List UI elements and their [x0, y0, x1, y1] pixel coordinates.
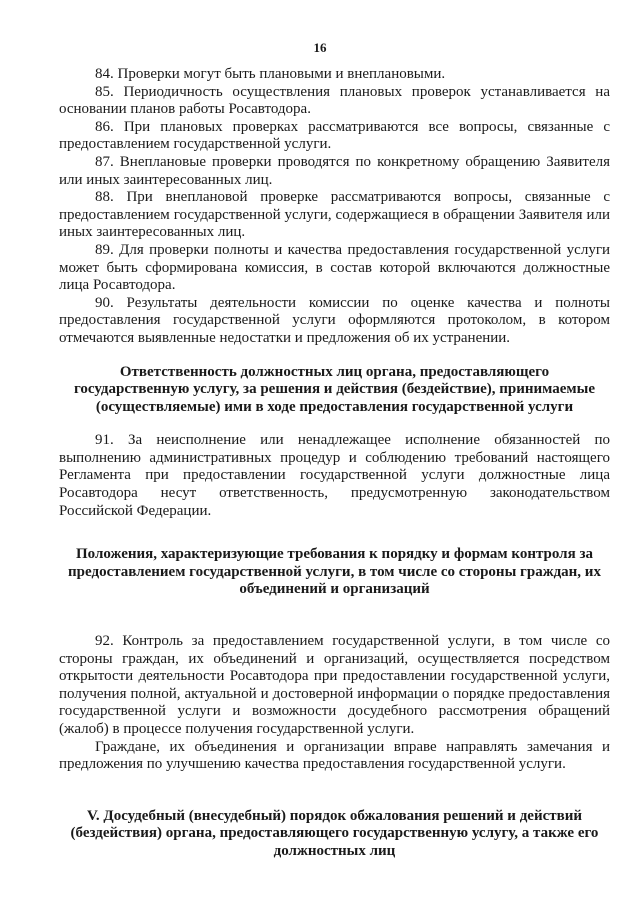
paragraph-86: 86. При плановых проверках рассматриваются все вопросы, связанные с предоставлением государственной услуги.: [59, 118, 610, 153]
page-number: 16: [313, 40, 327, 55]
paragraph-84: 84. Проверки могут быть плановыми и внеплановыми.: [95, 66, 446, 82]
paragraph-87: 87. Внеплановые проверки проводятся по конкретному обращению Заявителя или иных заинтересованных лиц.: [59, 153, 610, 188]
chapter-heading-v: V. Досудебный (внесудебный) порядок обжалования решений и действий (бездействия) органа, предоставляющего государственную услугу, а также его должностных лиц: [70, 807, 599, 859]
paragraph-90: 90. Результаты деятельности комиссии по оценке качества и полноты предоставления государственной услуги оформляются протоколом, в котором отмечаются выявленные недостатки и предложения об их устранении.: [59, 294, 610, 346]
paragraph-91: 91. За неисполнение или ненадлежащее исполнение обязанностей по выполнению административных процедур и соблюдению требований настоящего Регламента при предоставлении государственной услуги должностные лица Росавтодора несут ответственность, предусмотренную законодательством Российской Федерации.: [59, 432, 610, 519]
section-heading-responsibility: Ответственность должностных лиц органа, предоставляющего государственную услугу, за решения и действия (бездействие), принимаемые (осуществляемые) ими в ходе предоставления государственной услуги: [73, 363, 596, 415]
section-heading-control: Положения, характеризующие требования к порядку и формам контроля за предоставлением государственной услуги, в том числе со стороны граждан, их объединений и организаций: [68, 546, 601, 598]
paragraph-92: 92. Контроль за предоставлением государственной услуги, в том числе со стороны граждан, их объединений и организаций, осуществляется посредством открытости деятельности Росавтодора при предоставлении государственной услуги, получения полной, актуальной и достоверной информации о порядке предоставления государственной услуги и возможности досудебного рассмотрения обращений (жалоб) в процессе получения государственной услуги.: [59, 633, 610, 737]
paragraph-89: 89. Для проверки полноты и качества предоставления государственной услуги может быть сформирована комиссия, в состав которой включаются должностные лица Росавтодора.: [59, 241, 610, 294]
document-body: [59, 66, 610, 861]
paragraph-85: 85. Периодичность осуществления плановых проверок устанавливается на основании планов работы Росавтодора.: [59, 83, 610, 118]
paragraph-88: 88. При внеплановой проверке рассматриваются вопросы, связанные с предоставлением государственной услуги, содержащиеся в обращении Заявителя или иных заинтересованных лиц.: [59, 189, 610, 241]
paragraph-citizens: Граждане, их объединения и организации вправе направлять замечания и предложения по улучшению качества предоставления государственной услуги.: [59, 738, 610, 773]
